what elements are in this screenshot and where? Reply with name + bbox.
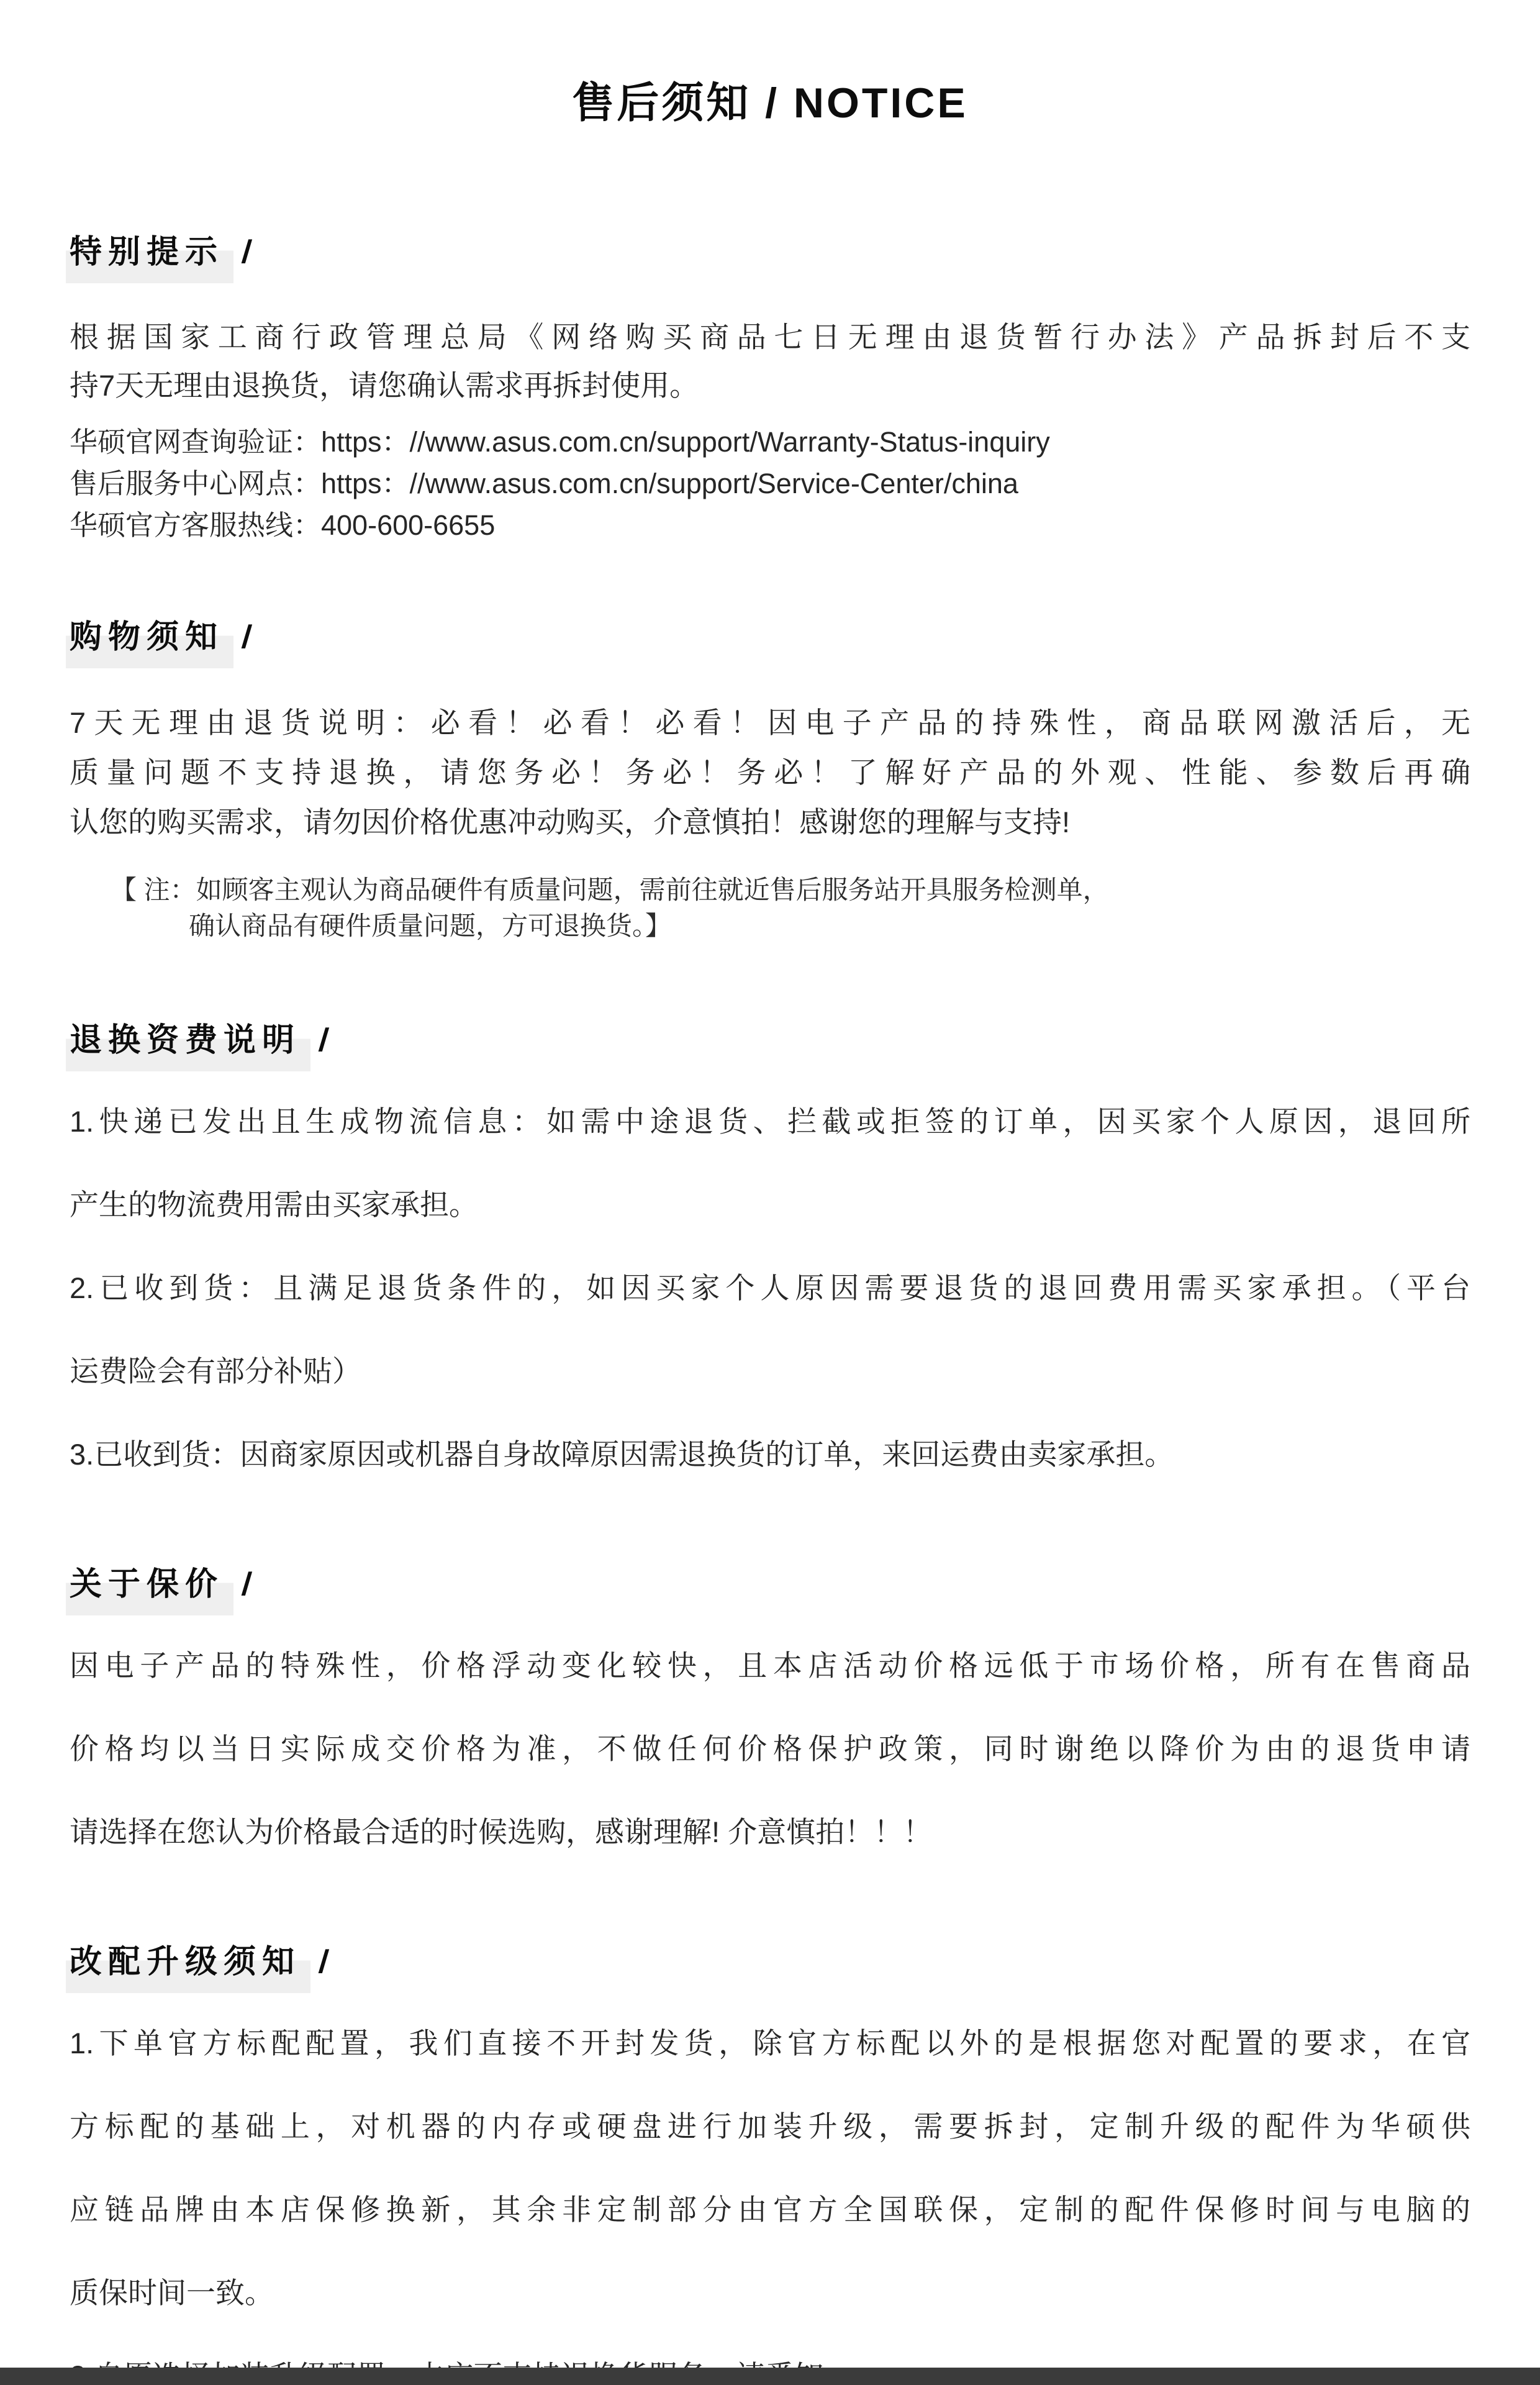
- section-heading-refund-fees: [70, 1011, 1470, 1071]
- special-notice-paragraph: [70, 313, 1470, 410]
- section-heading-label: 特别提示: [66, 223, 233, 283]
- paragraph-line: 运费险会有部分补贴）: [70, 1355, 361, 1388]
- paragraph-line: 质量问题不支持退换，请您务必！务必！务必！了解好产品的外观、性能、参数后再确: [70, 756, 1470, 789]
- paragraph-line: 应链品牌由本店保修换新，其余非定制部分由官方全国联保，定制的配件保修时间与电脑的: [70, 2193, 1470, 2226]
- note-line: 【 注：如顾客主观认为商品硬件有质量问题，需前往就近售后服务站开具服务检测单，: [111, 875, 1109, 904]
- section-heading-special-notice: [70, 223, 1470, 283]
- price-protection-text: [70, 1624, 1470, 1874]
- paragraph-line: 3.已收到货：因商家原因或机器自身故障原因需退换货的订单，来回运费由卖家承担。: [70, 1438, 1174, 1471]
- paragraph-line: 质保时间一致。: [70, 2276, 274, 2309]
- official-links-block: [70, 421, 1470, 546]
- section-heading-label: 退换资费说明: [66, 1011, 310, 1071]
- page-title: 售后须知 / NOTICE: [572, 80, 968, 127]
- refund-fees-list: [70, 1080, 1470, 1496]
- paragraph-line: 因电子产品的特殊性，价格浮动变化较快，且本店活动价格远低于市场价格，所有在售商品: [70, 1649, 1470, 1682]
- paragraph-line: 请选择在您认为价格最合适的时候选购，感谢理解! 介意慎拍！！！: [70, 1815, 933, 1848]
- paragraph-line: 2.已收到货：且满足退货条件的，如因买家个人原因需要退货的退回费用需买家承担。（平台: [70, 1271, 1470, 1304]
- heading-slash: /: [240, 619, 253, 655]
- section-heading-price-protection: [70, 1555, 1470, 1615]
- paragraph-line: 产生的物流费用需由买家承担。: [70, 1188, 478, 1221]
- paragraph-line: 根据国家工商行政管理总局《网络购买商品七日无理由退货暂行办法》产品拆封后不支: [70, 320, 1470, 353]
- shopping-notice-paragraph: [70, 698, 1470, 847]
- section-heading-upgrade-notice: [70, 1933, 1470, 1993]
- heading-slash: /: [317, 1944, 330, 1980]
- service-center-line: 售后服务中心网点：https：//www.asus.com.cn/support/Service-Center/china: [70, 468, 1018, 499]
- heading-slash: /: [317, 1022, 330, 1058]
- paragraph-line: 价格均以当日实际成交价格为准，不做任何价格保护政策，同时谢绝以降价为由的退货申请: [70, 1732, 1470, 1765]
- upgrade-notice-list: [70, 2002, 1470, 2385]
- notice-content: [0, 223, 1540, 2385]
- paragraph-line: 1.快递已发出且生成物流信息：如需中途退货、拦截或拒签的订单，因买家个人原因，退回所: [70, 1105, 1470, 1138]
- price-protection-paragraph: [70, 1624, 1470, 1874]
- hotline-line: 华硕官方客服热线：400-600-6655: [70, 509, 496, 541]
- shopping-notice-note: [70, 872, 1470, 944]
- section-heading-label: 关于保价: [66, 1555, 233, 1615]
- footer-bar: [0, 2368, 1540, 2385]
- paragraph-line: 方标配的基础上，对机器的内存或硬盘进行加装升级，需要拆封，定制升级的配件为华硕供: [70, 2110, 1470, 2143]
- section-heading-shopping-notice: [70, 608, 1470, 668]
- paragraph-line: 持7天无理由退换货，请您确认需求再拆封使用。: [70, 369, 699, 402]
- paragraph-line: 1.下单官方标配配置，我们直接不开封发货，除官方标配以外的是根据您对配置的要求，在官: [70, 2027, 1470, 2060]
- paragraph-line: 认您的购买需求，请勿因价格优惠冲动购买，介意慎拍！感谢您的理解与支持!: [70, 806, 1071, 838]
- section-heading-label: 改配升级须知: [66, 1933, 310, 1993]
- heading-slash: /: [240, 1566, 253, 1602]
- section-heading-label: 购物须知: [66, 608, 233, 668]
- upgrade-item-1: [70, 2002, 1470, 2335]
- warranty-inquiry-line: 华硕官网查询验证：https：//www.asus.com.cn/support/Warranty-Status-inquiry: [70, 426, 1050, 458]
- note-line: 确认商品有硬件质量问题，方可退换货。】: [189, 911, 672, 940]
- refund-item-3: [70, 1413, 1470, 1496]
- refund-item-2: [70, 1247, 1470, 1413]
- heading-slash: /: [240, 234, 253, 270]
- paragraph-line: 7天无理由退货说明：必看！必看！必看！因电子产品的持殊性，商品联网激活后，无: [70, 706, 1470, 739]
- refund-item-1: [70, 1080, 1470, 1247]
